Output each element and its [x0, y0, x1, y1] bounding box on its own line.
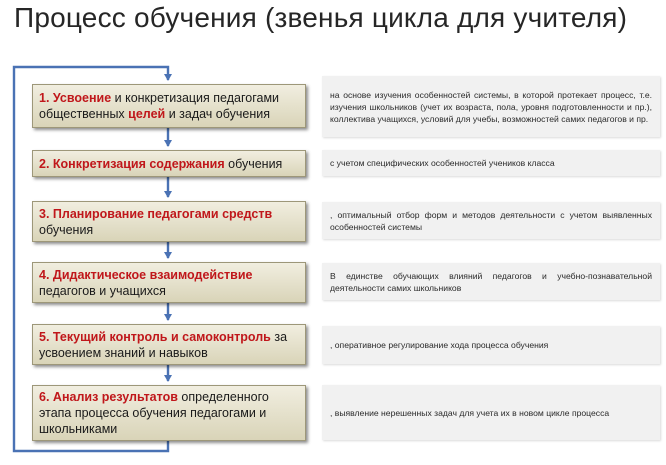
step-1-note: на основе изучения особенностей системы, в которой протекает процесс, т.е. изучения школьников (учет их возраста, пола, уровня подготовленности и пр.), коллектива учащихся, условий для учебы, возможностей самих педагогов и пр.: [322, 76, 660, 137]
step-5-text: 5. Текущий контроль и самоконтроль за усвоением знаний и навыков: [39, 329, 288, 360]
step-2-note: с учетом специфических особенностей учеников класса: [322, 150, 660, 176]
step-4-box: [32, 262, 306, 303]
step-2-box: [32, 150, 306, 177]
step-6-text: 6. Анализ результатов определенного этапа процесса обучения педагогами и школьниками: [39, 390, 269, 436]
step-6-number: 6.: [39, 390, 50, 404]
step-5-note: , оперативное регулирование хода процесса обучения: [322, 326, 660, 364]
step-4-text: 4. Дидактическое взаимодействие педагогов и учащихся: [39, 267, 253, 298]
step-1-text: 1. Усвоение и конкретизация педагогами общественных целей и задач обучения: [39, 91, 280, 121]
step-4-note: В единстве обучающих влияний педагогов и учебно-познавательной деятельности самих школьников: [322, 263, 660, 300]
step-1-box: [32, 84, 306, 128]
step-4-number: 4.: [39, 267, 50, 282]
step-3-number: 3.: [39, 206, 50, 221]
step-6-note: , выявление нерешенных задач для учета их в новом цикле процесса: [322, 385, 660, 440]
step-6-box: [32, 385, 306, 441]
step-2-number: 2.: [39, 156, 50, 171]
step-3-text: 3. Планирование педагогами средств обучения: [39, 206, 273, 237]
step-2-text: 2. Конкретизация содержания обучения: [39, 156, 283, 171]
step-5-number: 5.: [39, 329, 50, 344]
step-1-number: 1.: [39, 91, 50, 105]
step-3-note: , оптимальный отбор форм и методов деятельности с учетом выявленных особенностей системы: [322, 202, 660, 239]
step-5-box: [32, 324, 306, 365]
step-3-box: [32, 201, 306, 242]
page-title: Процесс обучения (звенья цикла для учителя): [14, 2, 628, 33]
